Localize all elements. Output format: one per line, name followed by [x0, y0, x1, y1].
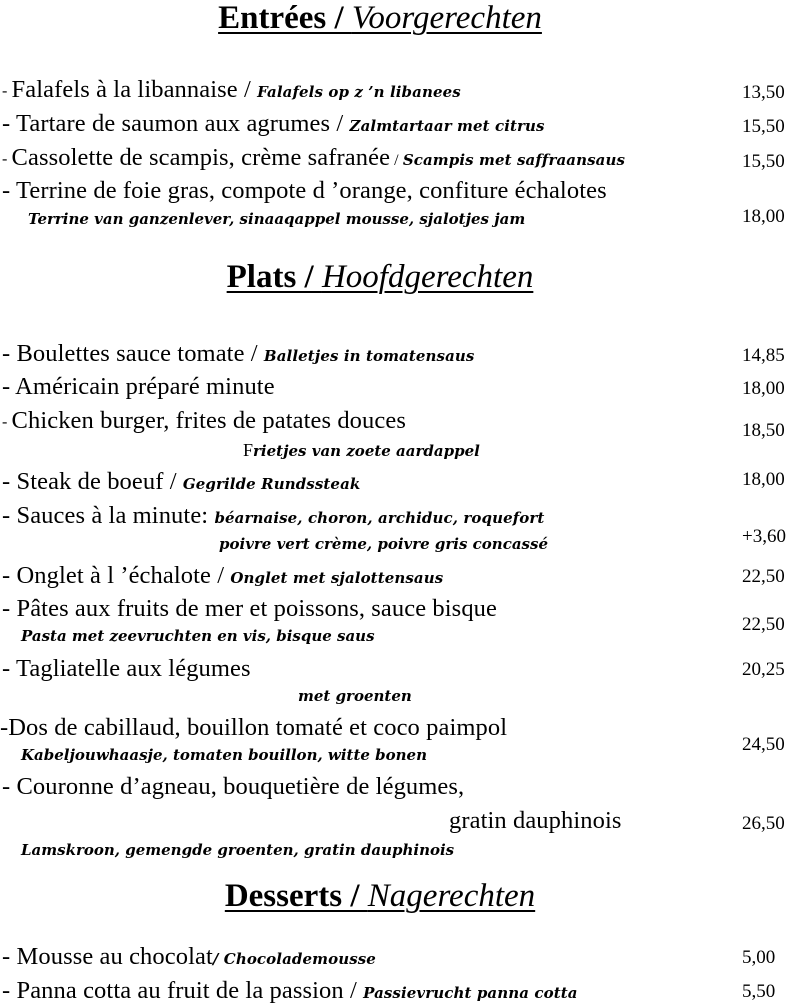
menu-item-tartare: - Tartare de saumon aux agrumes / Zalmtartaar met citrus: [2, 110, 545, 137]
menu-item-terrine: - Terrine de foie gras, compote d ’orange, confiture échalotes: [2, 177, 607, 204]
menu-item-price: +3,60: [742, 526, 786, 547]
menu-item-translation: met groenten: [298, 687, 412, 705]
menu-item-price: 20,25: [742, 659, 785, 680]
menu-item-translation: Lamskroon, gemengde groenten, gratin dauphinois: [21, 841, 455, 859]
menu-item-chicken-burger: - Chicken burger, frites de patates douces: [2, 407, 406, 434]
plats-heading: Plats / Hoofdgerechten: [226, 259, 534, 295]
menu-item-cassolette: - Cassolette de scampis, crème safranée / Scampis met saffraansaus: [2, 144, 626, 171]
menu-item-translation: Pasta met zeevruchten en vis, bisque saus: [21, 627, 375, 645]
menu-item-price: 15,50: [742, 116, 785, 137]
menu-item-price: 13,50: [742, 82, 785, 103]
menu-item-price: 15,50: [742, 151, 785, 172]
menu-item-falafels: - Falafels à la libannaise / Falafels op z ’n libanees: [2, 76, 461, 103]
menu-item-price: 5,50: [742, 981, 776, 1002]
menu-item-mousse: - Mousse au chocolat/ Chocolademousse: [2, 943, 376, 970]
menu-item-price: 5,00: [742, 947, 776, 968]
menu-item-price: 18,00: [742, 206, 785, 227]
menu-item-panna-cotta: - Panna cotta au fruit de la passion / Passievrucht panna cotta: [2, 977, 578, 1004]
menu-item-translation: poivre vert crème, poivre gris concassé: [219, 535, 548, 553]
menu-item-price: 14,85: [742, 345, 785, 366]
menu-item-cabillaud: -Dos de cabillaud, bouillon tomaté et coco paimpol: [0, 714, 508, 741]
menu-item-price: 22,50: [742, 566, 785, 587]
menu-item-boulettes: - Boulettes sauce tomate / Balletjes in tomatensaus: [2, 340, 475, 367]
menu-item-americain: - Américain préparé minute: [2, 373, 275, 400]
menu-item-sauces: - Sauces à la minute: béarnaise, choron, archiduc, roquefort: [2, 502, 545, 529]
menu-item-pates: - Pâtes aux fruits de mer et poissons, sauce bisque: [2, 595, 497, 622]
menu-item-tagliatelle: - Tagliatelle aux légumes: [2, 655, 251, 682]
desserts-heading: Desserts / Nagerechten: [224, 878, 536, 914]
menu-item-couronne: - Couronne d’agneau, bouquetière de légumes,: [2, 773, 465, 800]
menu-item-price: 22,50: [742, 614, 785, 635]
menu-item-couronne-cont: gratin dauphinois: [449, 807, 622, 834]
menu-item-price: 18,00: [742, 469, 785, 490]
menu-item-translation: Terrine van ganzenlever, sinaaqappel mousse, sjalotjes jam: [28, 210, 526, 228]
menu-item-price: 24,50: [742, 734, 785, 755]
menu-item-translation: Kabeljouwhaasje, tomaten bouillon, witte bonen: [21, 746, 427, 764]
menu-item-onglet: - Onglet à l ’échalote / Onglet met sjalottensaus: [2, 562, 444, 589]
menu-item-price: 18,50: [742, 420, 785, 441]
entrees-heading: Entrées / Voorgerechten: [218, 0, 542, 36]
menu-item-price: 18,00: [742, 378, 785, 399]
menu-item-translation: Frietjes van zoete aardappel: [243, 440, 480, 460]
menu-item-steak: - Steak de boeuf / Gegrilde Rundssteak: [2, 468, 361, 495]
menu-item-price: 26,50: [742, 813, 785, 834]
